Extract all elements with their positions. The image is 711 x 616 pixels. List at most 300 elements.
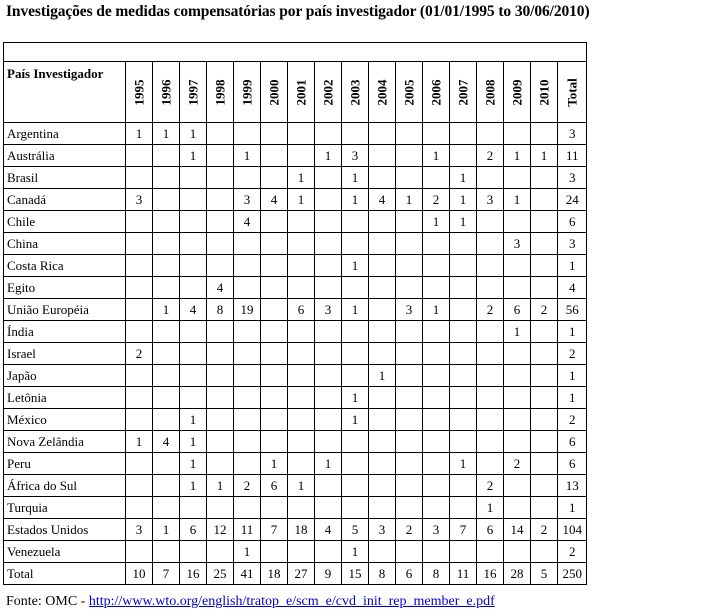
count-cell: [396, 233, 423, 255]
count-cell: [315, 475, 342, 497]
count-cell: 1: [315, 145, 342, 167]
count-cell: [396, 255, 423, 277]
count-cell: [234, 431, 261, 453]
count-cell: [126, 497, 153, 519]
count-cell: [477, 453, 504, 475]
count-cell: [126, 475, 153, 497]
source-note: [6, 594, 495, 610]
table-row: [4, 343, 587, 365]
country-cell: México: [4, 409, 126, 431]
country-cell: Índia: [4, 321, 126, 343]
year-total-cell: 41: [234, 563, 261, 585]
count-cell: [504, 277, 531, 299]
count-cell: 4: [261, 189, 288, 211]
count-cell: [531, 497, 558, 519]
country-cell: União Européia: [4, 299, 126, 321]
source-link[interactable]: http://www.wto.org/english/tratop_e/scm_e/cvd_init_rep_member_e.pdf: [88, 594, 495, 609]
count-cell: 19: [234, 299, 261, 321]
country-cell: Turquia: [4, 497, 126, 519]
count-cell: [531, 343, 558, 365]
count-cell: [180, 189, 207, 211]
count-cell: [504, 541, 531, 563]
count-cell: [369, 475, 396, 497]
count-cell: [234, 387, 261, 409]
table-row: [4, 541, 587, 563]
count-cell: [288, 321, 315, 343]
count-cell: [288, 541, 315, 563]
count-cell: [477, 541, 504, 563]
blank-cell: [4, 43, 587, 62]
year-label: 2000: [266, 79, 282, 105]
count-cell: [531, 321, 558, 343]
row-total-cell: 24: [558, 189, 587, 211]
count-cell: [423, 541, 450, 563]
count-cell: 1: [342, 387, 369, 409]
year-total-cell: 16: [180, 563, 207, 585]
country-column-header: País Investigador: [4, 62, 126, 123]
count-cell: [423, 167, 450, 189]
count-cell: [396, 475, 423, 497]
count-cell: [315, 541, 342, 563]
year-label: 2010: [536, 79, 552, 105]
count-cell: [504, 475, 531, 497]
count-cell: [261, 299, 288, 321]
year-label: 2003: [347, 79, 363, 105]
year-label: 2002: [320, 79, 336, 105]
count-cell: [396, 431, 423, 453]
year-column-header: [450, 62, 477, 123]
year-label: 2004: [374, 79, 390, 105]
count-cell: [531, 475, 558, 497]
count-cell: [153, 497, 180, 519]
count-cell: 1: [342, 255, 369, 277]
row-total-cell: 104: [558, 519, 587, 541]
count-cell: 1: [423, 145, 450, 167]
count-cell: 7: [450, 519, 477, 541]
count-cell: 4: [153, 431, 180, 453]
count-cell: [207, 541, 234, 563]
count-cell: [423, 453, 450, 475]
count-cell: [450, 123, 477, 145]
count-cell: [450, 321, 477, 343]
count-cell: 3: [369, 519, 396, 541]
count-cell: [315, 497, 342, 519]
page-title: Investigações de medidas compensatórias por país investigador (01/01/1995 to 30/06/2010): [6, 3, 590, 20]
count-cell: [504, 497, 531, 519]
year-total-cell: 27: [288, 563, 315, 585]
year-label: 1999: [239, 79, 255, 105]
year-total-cell: 11: [450, 563, 477, 585]
year-total-cell: 28: [504, 563, 531, 585]
count-cell: [288, 277, 315, 299]
count-cell: [234, 321, 261, 343]
row-total-cell: 2: [558, 343, 587, 365]
count-cell: [477, 321, 504, 343]
count-cell: [234, 167, 261, 189]
count-cell: [504, 387, 531, 409]
row-total-cell: 13: [558, 475, 587, 497]
count-cell: [450, 343, 477, 365]
count-cell: [342, 475, 369, 497]
year-column-header: [396, 62, 423, 123]
table-row: [4, 123, 587, 145]
count-cell: [315, 365, 342, 387]
count-cell: [342, 365, 369, 387]
count-cell: [153, 189, 180, 211]
investigations-table: [3, 42, 587, 585]
count-cell: [423, 387, 450, 409]
count-cell: 2: [477, 475, 504, 497]
count-cell: 4: [369, 189, 396, 211]
count-cell: 2: [423, 189, 450, 211]
count-cell: [315, 321, 342, 343]
count-cell: [288, 211, 315, 233]
count-cell: 6: [180, 519, 207, 541]
count-cell: 1: [342, 189, 369, 211]
count-cell: [153, 145, 180, 167]
count-cell: [369, 299, 396, 321]
count-cell: [315, 189, 342, 211]
count-cell: [207, 453, 234, 475]
count-cell: 4: [207, 277, 234, 299]
count-cell: [477, 277, 504, 299]
count-cell: 2: [477, 145, 504, 167]
count-cell: 1: [396, 189, 423, 211]
year-total-cell: 25: [207, 563, 234, 585]
count-cell: 1: [342, 409, 369, 431]
count-cell: [369, 211, 396, 233]
count-cell: [369, 409, 396, 431]
count-cell: [423, 343, 450, 365]
count-cell: 1: [180, 453, 207, 475]
count-cell: [288, 145, 315, 167]
count-cell: [450, 431, 477, 453]
count-cell: 1: [315, 453, 342, 475]
count-cell: 1: [504, 189, 531, 211]
count-cell: [315, 277, 342, 299]
count-cell: 4: [180, 299, 207, 321]
count-cell: [207, 145, 234, 167]
country-cell: Canadá: [4, 189, 126, 211]
count-cell: [342, 321, 369, 343]
count-cell: 2: [477, 299, 504, 321]
count-cell: 1: [153, 299, 180, 321]
country-cell: Peru: [4, 453, 126, 475]
count-cell: [288, 343, 315, 365]
count-cell: 1: [288, 189, 315, 211]
row-total-cell: 1: [558, 387, 587, 409]
count-cell: [261, 431, 288, 453]
table-row: [4, 211, 587, 233]
count-cell: [396, 277, 423, 299]
count-cell: 1: [450, 453, 477, 475]
count-cell: [396, 409, 423, 431]
row-total-cell: 2: [558, 409, 587, 431]
count-cell: [288, 365, 315, 387]
count-cell: [477, 123, 504, 145]
count-cell: [126, 145, 153, 167]
count-cell: [504, 365, 531, 387]
count-cell: [234, 233, 261, 255]
row-total-cell: 56: [558, 299, 587, 321]
count-cell: [531, 167, 558, 189]
count-cell: [261, 255, 288, 277]
year-column-header: [207, 62, 234, 123]
count-cell: 3: [126, 519, 153, 541]
count-cell: 1: [342, 167, 369, 189]
count-cell: [207, 167, 234, 189]
table-header-row: [4, 62, 587, 123]
count-cell: [234, 343, 261, 365]
table-row: [4, 321, 587, 343]
count-cell: [450, 299, 477, 321]
count-cell: [369, 387, 396, 409]
count-cell: [261, 387, 288, 409]
count-cell: 1: [369, 365, 396, 387]
count-cell: [180, 211, 207, 233]
count-cell: [396, 497, 423, 519]
table-row: [4, 475, 587, 497]
count-cell: [504, 343, 531, 365]
count-cell: [234, 365, 261, 387]
year-total-cell: 8: [423, 563, 450, 585]
total-column-header: [558, 62, 587, 123]
year-label: 2007: [455, 79, 471, 105]
count-cell: [396, 365, 423, 387]
count-cell: [450, 475, 477, 497]
count-cell: [234, 277, 261, 299]
count-cell: [126, 365, 153, 387]
count-cell: [504, 123, 531, 145]
year-label: 2008: [482, 79, 498, 105]
count-cell: [315, 233, 342, 255]
table-row: [4, 519, 587, 541]
count-cell: 6: [288, 299, 315, 321]
count-cell: [153, 321, 180, 343]
count-cell: [207, 211, 234, 233]
year-label: 2009: [509, 79, 525, 105]
table-row: [4, 233, 587, 255]
count-cell: [423, 321, 450, 343]
count-cell: [288, 387, 315, 409]
country-cell: Chile: [4, 211, 126, 233]
count-cell: [180, 541, 207, 563]
count-cell: [261, 167, 288, 189]
count-cell: [126, 277, 153, 299]
count-cell: [396, 211, 423, 233]
source-prefix: Fonte: OMC -: [6, 594, 89, 609]
count-cell: 2: [396, 519, 423, 541]
count-cell: [153, 255, 180, 277]
row-total-cell: 1: [558, 255, 587, 277]
count-cell: [180, 255, 207, 277]
table-row: [4, 145, 587, 167]
table-row: [4, 167, 587, 189]
count-cell: [369, 233, 396, 255]
count-cell: [477, 211, 504, 233]
count-cell: 1: [450, 167, 477, 189]
count-cell: 1: [423, 299, 450, 321]
count-cell: [396, 167, 423, 189]
year-label: 1995: [131, 79, 147, 105]
count-cell: [126, 299, 153, 321]
row-total-cell: 11: [558, 145, 587, 167]
year-column-header: [531, 62, 558, 123]
count-cell: [261, 233, 288, 255]
count-cell: [234, 409, 261, 431]
year-column-header: [180, 62, 207, 123]
count-cell: [207, 343, 234, 365]
count-cell: [423, 277, 450, 299]
year-label: 2006: [428, 79, 444, 105]
row-total-cell: 1: [558, 497, 587, 519]
year-column-header: [261, 62, 288, 123]
total-label: Total: [564, 77, 580, 107]
count-cell: 1: [504, 145, 531, 167]
count-cell: [531, 123, 558, 145]
table-row: [4, 431, 587, 453]
count-cell: [234, 453, 261, 475]
year-label: 1996: [158, 79, 174, 105]
count-cell: [450, 365, 477, 387]
year-column-header: [153, 62, 180, 123]
count-cell: [369, 145, 396, 167]
count-cell: 1: [207, 475, 234, 497]
count-cell: [153, 167, 180, 189]
count-cell: [396, 343, 423, 365]
count-cell: [531, 409, 558, 431]
year-label: 1998: [212, 79, 228, 105]
count-cell: [396, 453, 423, 475]
table-row: [4, 453, 587, 475]
count-cell: [180, 387, 207, 409]
table-row: [4, 255, 587, 277]
count-cell: 1: [126, 431, 153, 453]
grand-total-cell: 250: [558, 563, 587, 585]
count-cell: [504, 409, 531, 431]
year-total-cell: 7: [153, 563, 180, 585]
count-cell: [450, 387, 477, 409]
count-cell: [288, 497, 315, 519]
count-cell: [234, 255, 261, 277]
total-row-label: Total: [4, 563, 126, 585]
count-cell: 1: [423, 211, 450, 233]
count-cell: 2: [234, 475, 261, 497]
count-cell: [531, 211, 558, 233]
count-cell: [126, 541, 153, 563]
count-cell: 2: [531, 299, 558, 321]
count-cell: [180, 233, 207, 255]
count-cell: [288, 431, 315, 453]
count-cell: [153, 387, 180, 409]
count-cell: [207, 233, 234, 255]
count-cell: [342, 497, 369, 519]
count-cell: [369, 321, 396, 343]
count-cell: [396, 387, 423, 409]
year-total-cell: 9: [315, 563, 342, 585]
count-cell: [153, 211, 180, 233]
count-cell: [369, 277, 396, 299]
row-total-cell: 2: [558, 541, 587, 563]
count-cell: [261, 123, 288, 145]
count-cell: [207, 409, 234, 431]
count-cell: [288, 123, 315, 145]
count-cell: [450, 145, 477, 167]
count-cell: 1: [234, 145, 261, 167]
row-total-cell: 3: [558, 123, 587, 145]
count-cell: [369, 453, 396, 475]
count-cell: [261, 343, 288, 365]
count-cell: 3: [477, 189, 504, 211]
table-row: [4, 409, 587, 431]
count-cell: 3: [504, 233, 531, 255]
count-cell: [450, 233, 477, 255]
total-row: [4, 563, 587, 585]
count-cell: [234, 497, 261, 519]
count-cell: 1: [153, 519, 180, 541]
count-cell: [423, 233, 450, 255]
count-cell: [288, 233, 315, 255]
count-cell: [450, 497, 477, 519]
country-cell: Egito: [4, 277, 126, 299]
country-cell: Nova Zelândia: [4, 431, 126, 453]
row-total-cell: 6: [558, 453, 587, 475]
count-cell: [261, 145, 288, 167]
count-cell: [450, 409, 477, 431]
count-cell: [504, 211, 531, 233]
count-cell: [369, 123, 396, 145]
count-cell: [342, 453, 369, 475]
count-cell: 1: [450, 211, 477, 233]
row-total-cell: 4: [558, 277, 587, 299]
table-row: [4, 387, 587, 409]
count-cell: 1: [450, 189, 477, 211]
count-cell: 1: [342, 541, 369, 563]
count-cell: 1: [126, 123, 153, 145]
table-row: [4, 189, 587, 211]
count-cell: 1: [180, 431, 207, 453]
count-cell: [315, 167, 342, 189]
year-total-cell: 6: [396, 563, 423, 585]
count-cell: [153, 475, 180, 497]
count-cell: [504, 255, 531, 277]
year-total-cell: 10: [126, 563, 153, 585]
count-cell: 6: [504, 299, 531, 321]
count-cell: [315, 343, 342, 365]
count-cell: 1: [504, 321, 531, 343]
count-cell: [477, 167, 504, 189]
count-cell: 1: [477, 497, 504, 519]
count-cell: 3: [396, 299, 423, 321]
count-cell: 1: [180, 123, 207, 145]
row-total-cell: 6: [558, 431, 587, 453]
year-column-header: [288, 62, 315, 123]
count-cell: 3: [315, 299, 342, 321]
count-cell: [153, 541, 180, 563]
count-cell: [207, 431, 234, 453]
count-cell: [477, 431, 504, 453]
count-cell: 8: [207, 299, 234, 321]
count-cell: 2: [531, 519, 558, 541]
count-cell: 3: [423, 519, 450, 541]
count-cell: [423, 123, 450, 145]
count-cell: [315, 211, 342, 233]
count-cell: [342, 431, 369, 453]
count-cell: 14: [504, 519, 531, 541]
count-cell: [423, 409, 450, 431]
count-cell: 3: [342, 145, 369, 167]
count-cell: [531, 233, 558, 255]
